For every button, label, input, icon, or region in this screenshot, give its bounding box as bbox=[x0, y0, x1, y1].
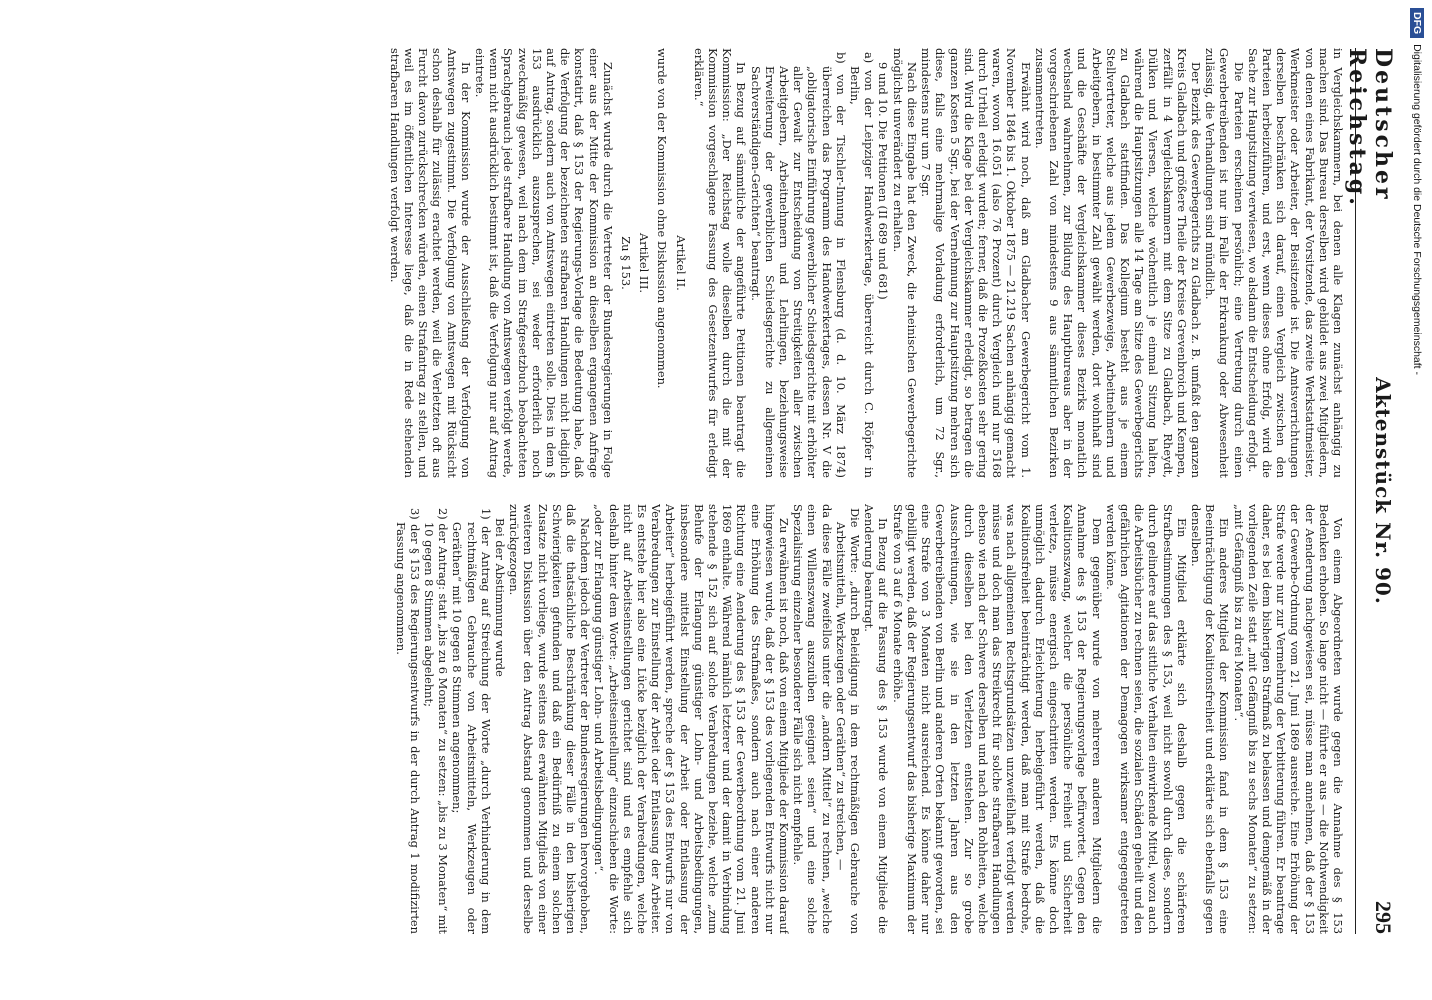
paragraph: Dem gegenüber wurde von mehreren anderen Mitgliedern die Annahme des § 153 der Regierungsvorlage befürwortet. Gegen den Koalitionszwang, welcher die persönliche Freiheit und Sicherheit verletze, müsse energisch eingeschritten werden. Es könne doch unmöglich dadurch Erleichterung herbeigeführt werden, daß die Koalitionsfreiheit beeinträchtigt werden, daß man mit Strafe bedrohe, was nach allgemeinen Rechtsgrundsätzen unzweifelhaft verfolgt werden müsse und doch man das Streikrecht für solche strafbaren Handlungen ebenso wie nach der Schwere derselben und nach den Rohheiten, welche durch dieselben bei den Verletzten entstehen. Zur so grobe Ausschreitungen, wie sie in den letzten Jahren aus den Gewerbetreibenden von Berlin und anderen Orten bekannt geworden, sei eine Strafe von 3 Monaten nicht ausreichend. Es könne daher nur gebilligt werden, daß der Regierungsentwurf das bisherige Maximum der Strafe von 3 auf 6 Monate erhöhe. bbox=[890, 504, 1104, 934]
paragraph: Bei der Abstimmung wurde bbox=[493, 518, 508, 677]
text-columns bbox=[95, 48, 1345, 934]
running-title: Deutscher Reichstag. bbox=[1344, 48, 1396, 208]
paragraph: 9 und 10. Die Petitionen (II 689 und 681) bbox=[876, 62, 891, 300]
paragraph: Der Bezirk des Gewerbegerichts zu Gladbach z. B. umfaßt den ganzen Kreis Gladbach und größere Theile der Kreise Grevenbroich und Kempen, zerfällt in 4 Vergleichskammern mit dem Sitze zu Gladbach, Rheydt, Dülken und Viersen, welche wöchentlich je einmal Sitzung halten, während die Hauptsitzungen alle 14 Tage am Sitze des Gewerbegerichts zu Gladbach stattfinden. Das Kollegium besteht aus je einem Stellvertreter, welche aus jedem Gewerbezweige, Arbeitnehmern und Arbeitgebern, in bestimmter Zahl gewählt werden, dort wohnhaft sind und die Geschäfte der Vergleichskammer dieses Bezirks monatlich wechselnd wahrnehmen, zur Bildung des Hauptbureaus aber in der vorgeschriebenen Zahl von mindestens 9 aus sämmtlichen Bezirken zusammentreten. bbox=[1032, 48, 1203, 478]
left-column bbox=[95, 48, 1345, 478]
paragraph: In der Kommission wurde der Ausschließung der Verfolgung von Amtswegen zugestimmt. Die Verfolgung von Amtswegen mit Rücksicht schon deshalb für zulässig erachtet werden, weil die Verletzten oft aus Furcht davon zurückschrecken würden, einen Strafantrag zu stellen, und weil es im öffentlichen Interesse liege, daß die in Rede stehenden strafbaren Handlungen verfolgt werden. bbox=[387, 48, 473, 478]
right-column bbox=[95, 504, 1345, 934]
paragraph: In Bezug auf sämmtliche der angeführte Petitionen beantragt die Kommission: „Der Reichstag wolle dieselben durch die mit der Kommission vorgeschlagene Fassung des Gesetzentwurfes für erledigt erklären.“ bbox=[691, 48, 749, 478]
list-item: 2) der Antrag: statt „bis zu 6 Monaten“ zu setzen: „bis zu 3 Monaten“ mit 10 gegen 8 Stimmen abgelehnt; bbox=[422, 508, 451, 934]
list-item: 3) der § 153 des Regierungsentwurfs in der durch Antrag 1 modifizirten Fassung angenommen. bbox=[393, 508, 422, 934]
page-header bbox=[1344, 48, 1396, 934]
paragraph: Von einem Abgeordneten wurde gegen die Annahme des § 153 Bedenken erhoben. So lange nicht — führte er aus — die Nothwendigkeit der Aenderung nachgewiesen sei, müsse man annehmen, daß der § 153 der Gewerbe-Ordnung vom 21. Juni 1869 ausreiche. Eine Erhöhung der Strafe werde nur zur Vermehrung der Verbitterung führen. Er beantrage daher, es bei dem bisherigen Strafmaß zu belassen und demgemäß in der vorliegenden Zeile statt „mit Gefängniß bis zu sechs Monaten“ zu setzen: „mit Gefängniß bis zu drei Monaten“. bbox=[1231, 504, 1345, 934]
paragraph: Ein Mitglied erklärte sich deshalb gegen die schärferen Strafbestimmungen des § 153, weil nicht sowohl durch diese, sondern durch gelindere auf das sittliche Verhalten einwirkende Mittel, wozu auch die Arbeitsbücher zu rechnen seien, die sozialen Schäden geheilt und den gefährlichen Agitationen der Demagogen wirksamer entgegengetreten werden könne. bbox=[1103, 504, 1189, 934]
paragraph: Zu erwähnen ist noch, daß von einem Mitgliede der Kommission darauf hingewiesen wurde, daß der § 153 des vorliegenden Entwurfs nicht nur eine Erhöhung des Strafmaßes, sondern auch nach einer anderen Richtung eine Aenderung des § 153 der Gewerbeordnung vom 21. Juni 1869 enthalte. Während nämlich letzterer und der damit in Verbindung stehende § 152 sich auf solche Verabredungen beziehe, welche „zum Behufe der Erlangung günstiger Lohn- und Arbeitsbedingungen, insbesondere mittelst Einstellung der Arbeit oder Entlassung der Arbeiter“ herbeigeführt werden, spreche der § 153 des Entwurfs nur von Verabredungen zur Einstellung der Arbeit oder Entlassung der Arbeiter. Es entstehe hier also eine Lücke bezüglich der Verabredungen, welche nicht auf Arbeitseinstellungen gerichtet sind und es empfehle sich deshalb hinter dem Worte: „Arbeitseinstellung“ einzuschieben die Worte: „oder zur Erlangung günstiger Lohn- und Arbeitsbedingungen“. bbox=[592, 504, 792, 934]
section-heading: Artikel II. bbox=[673, 235, 688, 291]
paragraph: Erwähnt wird noch, daß am Gladbacher Gewerbegericht vom 1. November 1846 bis 1. Oktober 1875 — 21.219 Sachen anhängig gemacht waren, wovon 16.051 (also 76 Prozent) durch Vergleich und nur 5168 durch Urtheil erledigt wurden; ferner, daß die Prozeßkosten sehr gering sind. Wird die Klage bei der Vergleichskammer erledigt, so betragen die ganzen Kosten 5 Sgr., bei der Vernehmung zur Hauptsitzung mehren sich diese, falls eine mehrmalige Vorladung erforderlich, um 72 Sgr., mindestens nur um 7 Sgr. bbox=[919, 48, 1033, 478]
subsection-heading: Zu § 153. bbox=[619, 236, 634, 290]
list-item: 1) der Antrag auf Streichung der Worte „durch Verhinderung in dem rechtmäßigen Gebrauche von Arbeitsmitteln, Werkzeugen oder Geräthen“ mit 10 gegen 8 Stimmen angenommen; bbox=[450, 508, 493, 934]
paragraph: in Vergleichskammern, bei denen alle Klagen zunächst anhängig zu machen sind. Das Bureau derselben wird gebildet aus zwei Mitgliedern, von denen eines Fabrikant, der Vorsitzende, das zweite Werkstattmeister, Werkmeister oder Arbeiter, der Beisitzende ist. Die Amtsverrichtungen derselben beschränken sich darauf, einen Vergleich zwischen den Parteien herbeizuführen, und erst, wenn dieses ohne Erfolg, wird die Sache zur Hauptsitzung verwiesen, wo alsdann die Entscheidung erfolgt. bbox=[1245, 48, 1345, 478]
paragraph: Nach diese Eingabe hat den Zweck, die rheinischen Gewerbegerichte möglichst unverändert zu erhalten. bbox=[890, 48, 919, 478]
paragraph: Nachdem jedoch der Vertreter der Bundesregierungen hervorgehoben, daß die thatsächliche Beschränkung dieser Fälle in den bisherigen Schwierigkeiten gefunden und daß ein Bedürfniß zu einem solchen Zusatze nicht vorliege, wurde seitens des erwähnten Mitglieds von einer weiteren Diskussion über den Antrag Abstand genommen und derselbe zurückgezogen. bbox=[507, 504, 593, 934]
paragraph: Die Parteien erscheinen persönlich; eine Vertretung durch einen Gewerbetreibenden ist nur im Falle der Erkrankung oder Abwesenheit zulässig, die Verhandlungen sind mündlich. bbox=[1203, 48, 1246, 478]
list-item: a) von der Leipziger Handwerkertage, überreicht durch C. Röpfer in Berlin, bbox=[848, 52, 877, 478]
paragraph: In Bezug auf die Fassung des § 153 wurde von einem Mitgliede die Aenderung beantragt. bbox=[862, 504, 891, 934]
funding-stamp bbox=[1404, 8, 1430, 608]
paragraph: Zunächst wurde durch die Vertreter der Bundesregierungen in Folge einer aus der Mitte der Kommission an dieselben ergangenen Anfrage konstatirt, daß § 153 der Regierungs-Vorlage die Bedeutung habe, daß die Verfolgung der bezeichneten strafbaren Handlungen nicht lediglich auf Antrag, sondern auch von Amtswegen eintreten solle. Dies in dem § 153 ausdrücklich auszusprechen, sei weder erforderlich noch zweckmäßig gewesen, weil nach dem im Strafgesetzbuch beobachteten Sprachgebrauch jede strafbare Handlung von Amtswegen verfolgt werde, wenn nicht ausdrücklich bestimmt ist, daß die Verfolgung nur auf Antrag eintrete. bbox=[473, 48, 615, 478]
page-number: 295 bbox=[1371, 900, 1396, 934]
list-item: b) von der Tischler-Innung in Flensburg (d. d. 10. März 1874) überreichen das Programm des Handwerkertages, dessen Nr. V die „obligatorische Einführung gewerblicher Schiedsgerichte mit erhöhter aller Gewalt zur Entscheidung von Streitigkeiten aller zwischen Arbeitgebern, Arbeitnehmern und Lehrlingen, beziehungsweise Erweiterung der gewerblichen Schiedsgerichte zu allgemeinen Sachverständigen-Gerichten“ beantragt. bbox=[748, 52, 848, 478]
quoted-amendment: Die Worte: „durch Beleidigung in dem rechtmäßigen Gebrauche von Arbeitsmitteln, Werkzeugen oder Geräthen“ zu streichen, — bbox=[833, 508, 863, 934]
section-heading: Artikel III. bbox=[637, 233, 652, 293]
paragraph: da diese Fälle zweifellos unter die „andern Mittel“ zu rechnen, „welche einen Willenszwang auszuüben geeignet seien“ und eine solche Spezialisirung einzelner besonderer Fälle sich nicht empfehle. bbox=[791, 504, 834, 934]
paragraph: Ein anderes Mitglied der Kommission fand in dem § 153 eine Beeinträchtigung der Koalitionsfreiheit und erklärte sich ebenfalls gegen denselben. bbox=[1188, 504, 1232, 934]
paragraph: wurde von der Kommission ohne Diskussion angenommen. bbox=[655, 48, 670, 389]
dfg-badge: DFG bbox=[1410, 8, 1424, 38]
stamp-caption: Digitalisierung gefördert durch die Deutsche Forschungsgemeinschaft - bbox=[1411, 44, 1423, 376]
document-number: Aktenstück Nr. 90. bbox=[1371, 377, 1395, 605]
